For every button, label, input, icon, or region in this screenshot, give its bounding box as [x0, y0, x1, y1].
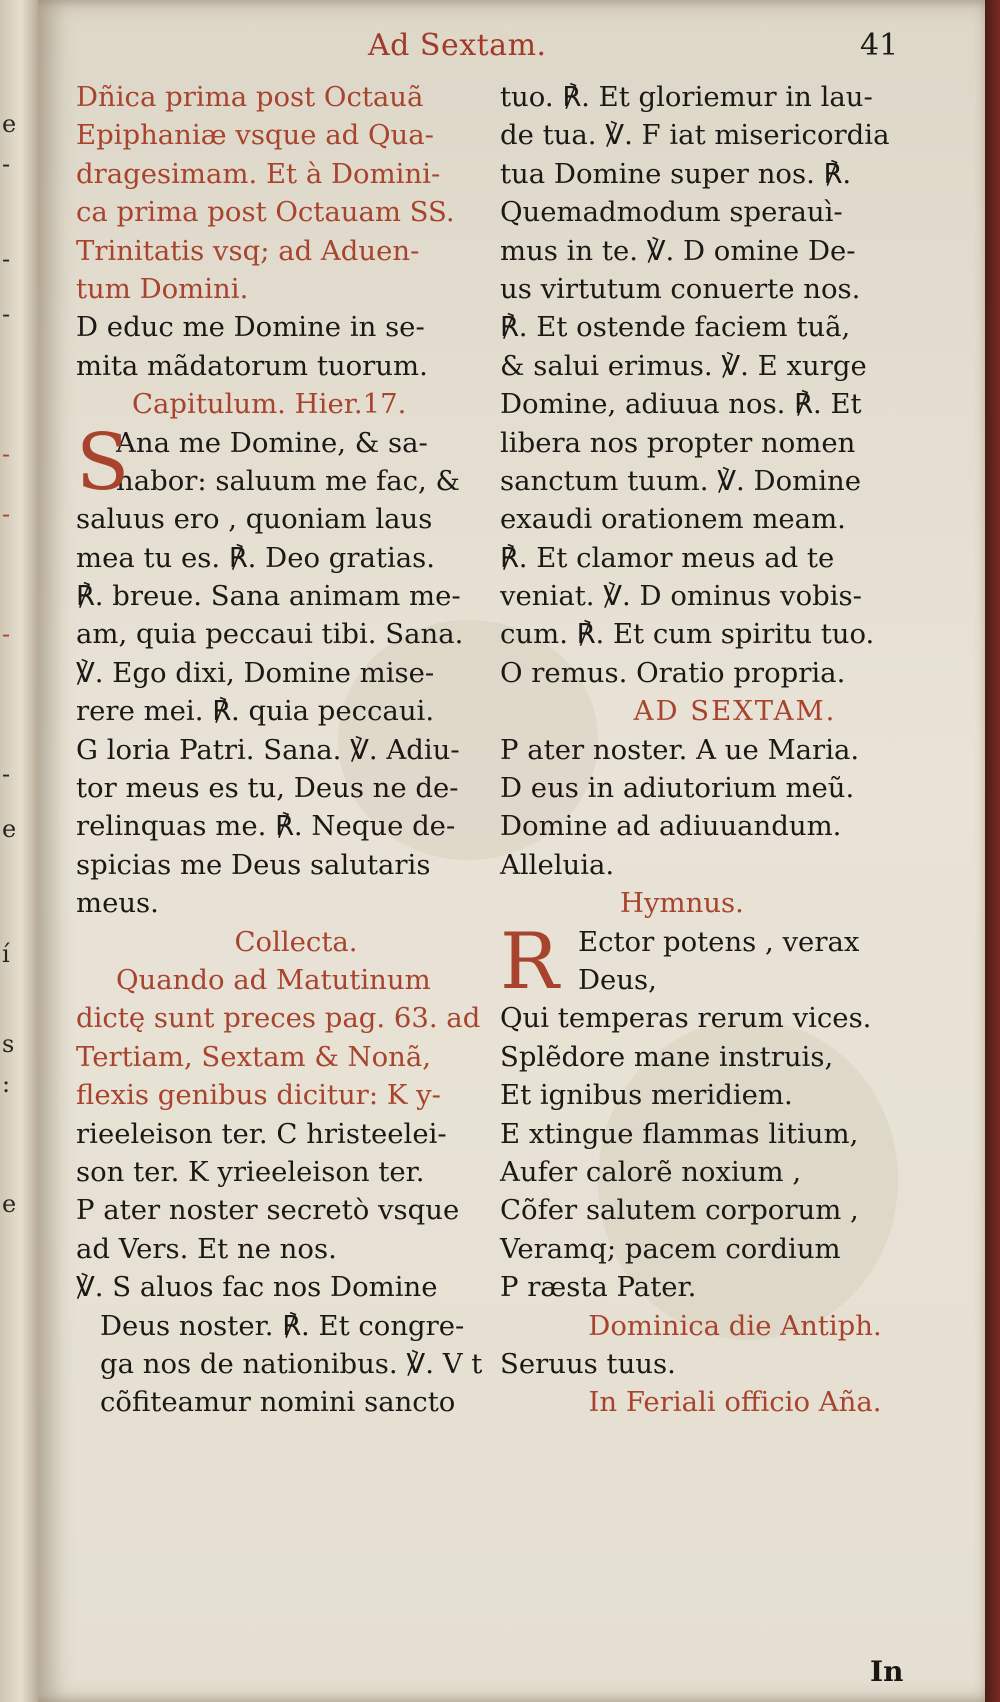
seruus-line: Seruus tuus.	[500, 1347, 676, 1380]
hymn-dropcap: R	[500, 916, 559, 1007]
page-header	[38, 28, 990, 78]
prayer-line: sanctum tuum. ℣. Domine	[500, 464, 861, 497]
facing-page-edge-marks: e - - - - - - - e í s : e	[2, 110, 17, 1218]
left-column	[76, 78, 516, 1422]
capitulum-block	[76, 417, 516, 578]
capitulum-line: mea tu es. ℟. Deo gratias.	[76, 541, 436, 574]
prayer-line: tuo. ℟. Et gloriemur in lau-	[500, 81, 873, 113]
rubric-line: dragesimam. Et à Domini-	[76, 157, 441, 190]
dominica-rubric: Dominica die Antiph.	[588, 1309, 882, 1342]
prayer-line: exaudi orationem meam.	[500, 503, 846, 536]
kyrie-line: P ater noster secretò vsque	[76, 1194, 460, 1227]
feriali-rubric: In Feriali officio Aña.	[588, 1386, 882, 1419]
section-heading: AD SEXTAM.	[633, 695, 837, 728]
collecta-heading: Collecta.	[234, 925, 358, 958]
breve-line: am, quia peccaui tibi. Sana.	[76, 618, 464, 651]
book-cover-edge	[985, 0, 1000, 1702]
hymn-text	[500, 916, 970, 1307]
opening-line: D eus in adiutorium meũ.	[500, 772, 855, 805]
hymn-line: Qui temperas rerum vices.	[500, 1002, 872, 1035]
hymn-line: Veramq; pacem cordium	[500, 1232, 841, 1265]
hymn-line: Deus,	[578, 963, 657, 996]
prayer-block	[500, 78, 970, 692]
kyrie-line: ℣. S aluos fac nos Domine	[76, 1271, 438, 1304]
prayer-line: de tua. ℣. F iat misericordia	[500, 119, 890, 152]
kyrie-line: Deus noster. ℟. Et congre-	[100, 1309, 465, 1342]
opening-line: Domine ad adiuuandum.	[500, 810, 842, 843]
opening-line: Alleluia.	[500, 848, 615, 881]
rubric-line: Epiphaniæ vsque ad Qua-	[76, 119, 434, 152]
prayer-line: ℟. Et clamor meus ad te	[500, 541, 835, 574]
collecta-rubric-line: Quando ad Matutinum	[116, 963, 431, 996]
verse-line: D educ me Domine in se-	[76, 311, 425, 344]
capitulum-line: nabor: saluum me fac, &	[116, 464, 460, 497]
prayer-line: veniat. ℣. D ominus vobis-	[500, 580, 862, 613]
breve-line: rere mei. ℟. quia peccaui.	[76, 695, 435, 728]
collecta-rubric-line: dictę sunt preces pag. 63. ad	[76, 1002, 481, 1035]
rubric-line: Trinitatis vsq; ad Aduen-	[76, 234, 420, 267]
prayer-line: ℟. Et ostende faciem tuã,	[500, 311, 851, 344]
prayer-line: tua Domine super nos. ℟.	[500, 157, 852, 190]
right-column	[500, 78, 970, 1422]
capitulum-line: saluus ero , quoniam laus	[76, 503, 433, 536]
hymn-line: Splẽdore mane instruis,	[500, 1040, 834, 1073]
kyrie-line: rieeleison ter. C hristeelei-	[76, 1117, 447, 1150]
rubric-line: ca prima post Octauam SS.	[76, 196, 455, 229]
prayer-line: libera nos propter nomen	[500, 426, 856, 459]
kyrie-block	[76, 1115, 516, 1422]
breve-line: tor meus es tu, Deus ne de-	[76, 772, 459, 805]
capitulum-dropcap: S	[76, 417, 130, 508]
hymn-line: Cõfer salutem corporum ,	[500, 1194, 859, 1227]
verse-block	[76, 308, 516, 385]
collecta-rubric-line: flexis genibus dicitur: K y-	[76, 1079, 441, 1112]
kyrie-line: cõfiteamur nomini sancto	[100, 1386, 456, 1419]
prayer-line: us virtutum conuerte nos.	[500, 272, 861, 305]
hymn-line: P ræsta Pater.	[500, 1271, 697, 1304]
breve-line: G loria Patri. Sana. ℣. Adiu-	[76, 733, 460, 766]
hymn-block	[500, 916, 970, 1307]
catchword: In	[870, 1655, 904, 1688]
page-number: 41	[860, 28, 899, 63]
prayer-line: O remus. Oratio propria.	[500, 656, 846, 689]
prayer-line: mus in te. ℣. D omine De-	[500, 234, 856, 267]
hymn-line: Aufer calorẽ noxium ,	[500, 1155, 802, 1188]
kyrie-line: son ter. K yrieeleison ter.	[76, 1155, 425, 1188]
running-head: Ad Sextam.	[368, 28, 547, 63]
prayer-line: Quemadmodum sperauì-	[500, 196, 843, 229]
kyrie-line: ad Vers. Et ne nos.	[76, 1232, 337, 1265]
capitulum-text	[76, 417, 516, 578]
breve-line: meus.	[76, 887, 159, 920]
rubric-line: tum Domini.	[76, 272, 249, 305]
verse-line: mita mãdatorum tuorum.	[76, 349, 428, 382]
collecta-rubric	[76, 961, 516, 1115]
rubric-line: Dñica prima post Octauã	[76, 81, 424, 113]
kyrie-line: ga nos de nationibus. ℣. V t	[100, 1347, 483, 1380]
opening-line: P ater noster. A ue Maria.	[500, 733, 860, 766]
collecta-rubric-line: Tertiam, Sextam & Nonã,	[76, 1040, 432, 1073]
opening-block	[500, 731, 970, 885]
book-spine-margin	[0, 0, 38, 1702]
hymnus-heading: Hymnus.	[620, 887, 744, 920]
capitulum-heading: Capitulum. Hier.17.	[132, 388, 407, 421]
book-page	[38, 0, 990, 1702]
rubric-block	[76, 78, 516, 308]
hymn-line: Ector potens , verax	[578, 925, 860, 958]
breve-line: relinquas me. ℟. Neque de-	[76, 810, 456, 843]
responsory-breve-block	[76, 577, 516, 923]
hymn-line: Et ignibus meridiem.	[500, 1079, 793, 1112]
capitulum-line: Ana me Domine, & sa-	[116, 426, 428, 459]
prayer-line: Domine, adiuua nos. ℟. Et	[500, 388, 862, 421]
hymn-line: E xtingue flammas litium,	[500, 1117, 859, 1150]
breve-line: spicias me Deus salutaris	[76, 848, 431, 881]
prayer-line: cum. ℟. Et cum spiritu tuo.	[500, 618, 875, 651]
prayer-line: & salui erimus. ℣. E xurge	[500, 349, 867, 382]
breve-line: ℣. Ego dixi, Domine mise-	[76, 656, 435, 689]
breve-line: ℟. breue. Sana animam me-	[76, 580, 461, 613]
